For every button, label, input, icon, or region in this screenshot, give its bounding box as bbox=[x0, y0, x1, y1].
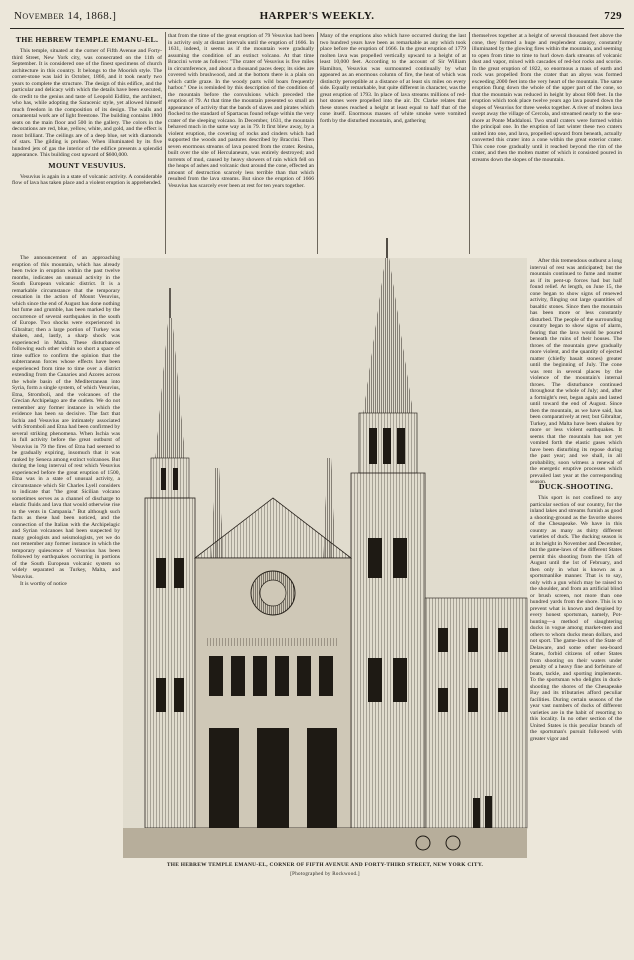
column-divider bbox=[317, 32, 318, 254]
page-header bbox=[0, 10, 634, 26]
issue-date: November 14, 1868.] bbox=[14, 10, 117, 22]
illustration-credit: [Photographed by Rockwood.] bbox=[290, 872, 360, 877]
column-1-narrow bbox=[12, 255, 120, 957]
column-divider bbox=[165, 32, 166, 254]
header-rule bbox=[10, 28, 624, 29]
page-number: 729 bbox=[604, 10, 622, 22]
temple-engraving bbox=[123, 258, 527, 858]
duck-shooting-text: This sport is not confined to any particular section of our country, for the inland lakes and streams furnish as good a shooting-ground as the favorite shores of the Chesapeake. We have in this country as many as thirty different varieties of duck. The ducking season is at its height in November and December, but the game-laws of the different States permit this shooting from the 15th of August until the 1st of February, and then only in what is known as a sportsmanlike manner. That is to say, only with a gun which may be raised to the shoulder, and from an artificial blind or brush screen, not more than one hundred yards from the shore. This is to prevent what is known and despised by every honest sportsman, namely, Pot-hunting—a method of slaughtering ducks in vogue among market-men and others to whom ducks mean dollars, and not sport. The game-laws of the State of Delaware, and some other sea-board States, forbid citizens of other States from shooting on their waters under penalty of a heavy fine and forfeiture of boats, tackle, and sporting implements. To the sportsman who delights in duck-shooting the shores of the Chesapeake Bay and its tributaries afford peculiar facilities. During certain seasons of the year vast numbers of ducks of different varieties are in the habit of resorting to this locality. In no other section of the United States is this peculiar branch of the sportsman's pursuit followed with greater vigor and bbox=[530, 495, 622, 742]
vesuvius-article-text: The announcement of an approaching eruption of this mountain, which has already been twice in eruption within the past twelve months, indicates an unusual activity in the South European volcanic district. It is a remarkable circumstance that the temporary cessation in the action of Mount Vesuvius, which since the end of August has done nothing but fume and grumble, has been marked by the occurrence of several earthquakes in the south of Europe. Two shocks were experienced in Gibraltar; then a large portion of Turkey was shaken, and, lastly, a sharp shock was experienced in Malta. These disturbances following each other within so short a space of time suffice to confirm the opinion that the subterranean forces whose effects have been experienced from time to time over a district extending from the Canaries and Azores across the whole basin of the Mediterranean into Syria, form a single system, of which Vesuvius, Etna, Stromboli, and the volcanoes of the Grecian Archipelago are the outlets. We do not remember any former instance in which the evidence has been so decisive. The fact that Ischia and Vesuvius are intimately associated with Stromboli and Etna had been confirmed by several striking phenomena. When Ischia was in full activity before the great outburst of Vesuvius in 79 the fires of Etna had seemed to be gradually expiring, insomuch that it was ranked by Seneca among extinct volcanoes. But during the long interval of rest which Vesuvius experienced before the great eruption of 1500, Etna was in a state of unusual activity, a circumstance which Sir Charles Lyell considers to indicate that "the great Sicilian volcano sometimes serves as a channel of discharge to elastic fluids and lava that would otherwise rise to the vents in Campania." But although such facts as these had been noticed, and the connection of the Italian with the Archipelagic and Syrian volcanoes had been suspected by many geologists and seismologists, yet we do not remember any former instance in which the temporary quiescence of Vesuvius has been followed by earthquakes occurring in portions of the South European volcanic system so widely separated as Turkey, Malta, and Vesuvius. bbox=[12, 255, 120, 580]
column-1-top bbox=[12, 33, 162, 255]
column-4-top bbox=[472, 33, 622, 258]
vesuvius-intro: Vesuvius is again in a state of volcanic activity. A considerable flow of lava has taken place and a violent eruption is apprehended. bbox=[12, 173, 162, 186]
street bbox=[123, 828, 527, 858]
article-heading-duck: DUCK-SHOOTING. bbox=[538, 482, 614, 491]
column-4-narrow-a bbox=[530, 258, 622, 485]
temple-article-text: This temple, situated at the corner of Fifth Avenue and Forty-third Street, New York city, was consecrated on the 11th of September. It is considered one of the finest specimens of church architecture in this country. It belongs to the Moorish style. The corner-stone was laid in October, 1866, and it took nearly two years to complete the structure. The design of this edifice, and the particular and delicacy with which the details have been executed, do credit to the genius and taste of Leopold Eidlitz, the architect, who has, while adopting the Saracenic style, yet allowed himself much freedom in the composition of its design. The walls and ornamental work are of light freestone. The building contains 1800 seats on the main floor and 500 in the gallery. The colors in the decorations are red, blue, yellow, white, and gold, and the effect is most brilliant. The ceilings are of a deep blue, set with diamonds of stars. The gilding is profuse. When illuminated by its five hundred jets of gas the interior of the edifice presents a splendid appearance. This building cost upward of $600,000. bbox=[12, 48, 162, 158]
vesuvius-closing: It is worthy of notice bbox=[20, 581, 67, 587]
column-3-top bbox=[320, 33, 466, 255]
illustration-caption: THE HEBREW TEMPLE EMANU-EL, CORNER OF FIFTH AVENUE AND FORTY-THIRD STREET, NEW YORK CITY. bbox=[166, 862, 484, 868]
column-divider bbox=[469, 32, 470, 254]
vesuvius-final-text: After this tremendous outburst a long interval of rest was anticipated; but the mountain continued to fume and mutter as if its pent-up forces had but half found relief. At length, on June 15, the cone began to show signs of renewed activity, flinging out large quantities of basaltic stones. Since then the mountain has been more or less constantly disturbed. The people of the surrounding country began to show signs of alarm, fearing that the lava would be poured beneath the ruins of their houses. The throes of the mountain grew gradually more violent, and the quantity of ejected matter (chiefly basalt stones) greater until the beginning of July. The cone was rent in several places by the violence of the mountain's internal throes. The disturbance continued throughout the whole of July; and, after a fortnight's rest, began again and lasted until toward the end of August. Since then the mountain, as we have said, has been comparatively at rest; but Gibraltar, Turkey, and Malta have been shaken by more or less violent earthquakes. It seems that the mountain has not yet vomited forth the elastic gases which have been disturbing its repose during the past year; and we shall, in all probability, soon witness a renewal of the energetic eruptive processes which prevailed last year at the corresponding season. bbox=[530, 258, 622, 485]
central-facade bbox=[195, 458, 351, 828]
article-heading-temple: THE HEBREW TEMPLE EMANU-EL. bbox=[15, 35, 159, 44]
column-4-narrow-b bbox=[530, 480, 622, 957]
side-building bbox=[425, 598, 527, 828]
column-2-top bbox=[168, 33, 314, 255]
vesuvius-column-4-text: themselves together at a height of several thousand feet above the cone, they formed a huge and resplendent canopy, constantly illuminated by the glowing fires within the mountain, and seeming to open from time to time to hurl down dark streams of volcanic dust and vapor, mixed with cascades of red-hot rocks and scoriæ. In the great eruption of 1822, so enormous a mass of earth and rock was propelled from the crater that an abyss was formed exceeding 2000 feet into the very heart of the mountain. The same eruption flung down the whole of the upper part of the cone, so that the mountain was reduced in height by about 800 feet. In the eruption which took place twelve years ago lava poured down the slopes of Vesuvius for three weeks together. A river of molten lava swept away the village of Cercola, and streamed nearly to the sea-shore at Ponte Maddaloni. Two small craters were formed within the principal one. In the eruption of last winter these two craters united into one, and lava, propelled upward from beneath, actually converted this crater into a cone within the great exterior crater. This cone rose gradually until it reached beyond the rim of the crater, and then the molten matter of which it consisted poured in streams down the slopes of the mountain. bbox=[472, 33, 622, 163]
article-heading-vesuvius: MOUNT VESUVIUS. bbox=[48, 160, 126, 170]
masthead-title: HARPER'S WEEKLY. bbox=[259, 10, 375, 22]
vesuvius-eruptions-text: Many of the eruptions also which have occurred during the last two hundred years have been as remarkable as any which took place before the eruption of 1666. In the great eruption of 1779 molten lava was propelled vertically upward to a height of at least 10,000 feet. According to the account of Sir William Hamilton, Vesuvius was surmounted continually by what appeared as an enormous column of fire, the heat of which was distinctly perceptible at a distance of at least six miles on every side. Equally remarkable, but quite different in character, was the great eruption of 1793. In place of lava streams millions of red-hot stones were propelled into the air. Dr. Clarke relates that these stones reached a height at least equal to half that of the cone itself. Enormous masses of white smoke were vomited forth by the disturbed mountain, and, gathering bbox=[320, 33, 466, 124]
vesuvius-continued-text: that from the time of the great eruption of 79 Vesuvius had been in activity only at distant intervals until the eruption of 1666. In 1631, indeed, it seems as if the mountain were gradually assuming the condition of an extinct volcano. At that time Braccini wrote as follows: "The crater of Vesuvius is five miles in circumference, and about a thousand paces deep; its sides are covered with brushwood, and at the bottom there is a plain on which cattle graze. In the woody parts wild boars frequently harbor." One is reminded by this description of the condition of the mountain before the convulsions which preceded the eruption of 79. At that time the mountain presented so small an appearance of activity that the bands of slaves and pirates which flocked to the standard of Spartacus found refuge within the very crater of the sleeping volcano. In December, 1631, the mountain behaved much in the same way as in 79. It first blew away, by a violent eruption, the covering of rocks and cinders which had supported the woods and pastures described by Braccini. Then seven enormous streams of lava poured from the crater. Resina, built over the site of Herculaneum, was entirely destroyed; and torrents of mud, caused by heavy showers of rain which fell on the heaps of ashes and volcanic dust around the cone, effected an amount of destruction scarcely less terrible than that which resulted from the lava streams. But since the eruption of 1666 Vesuvius has scarcely ever been at rest for ten years together. bbox=[168, 33, 314, 189]
